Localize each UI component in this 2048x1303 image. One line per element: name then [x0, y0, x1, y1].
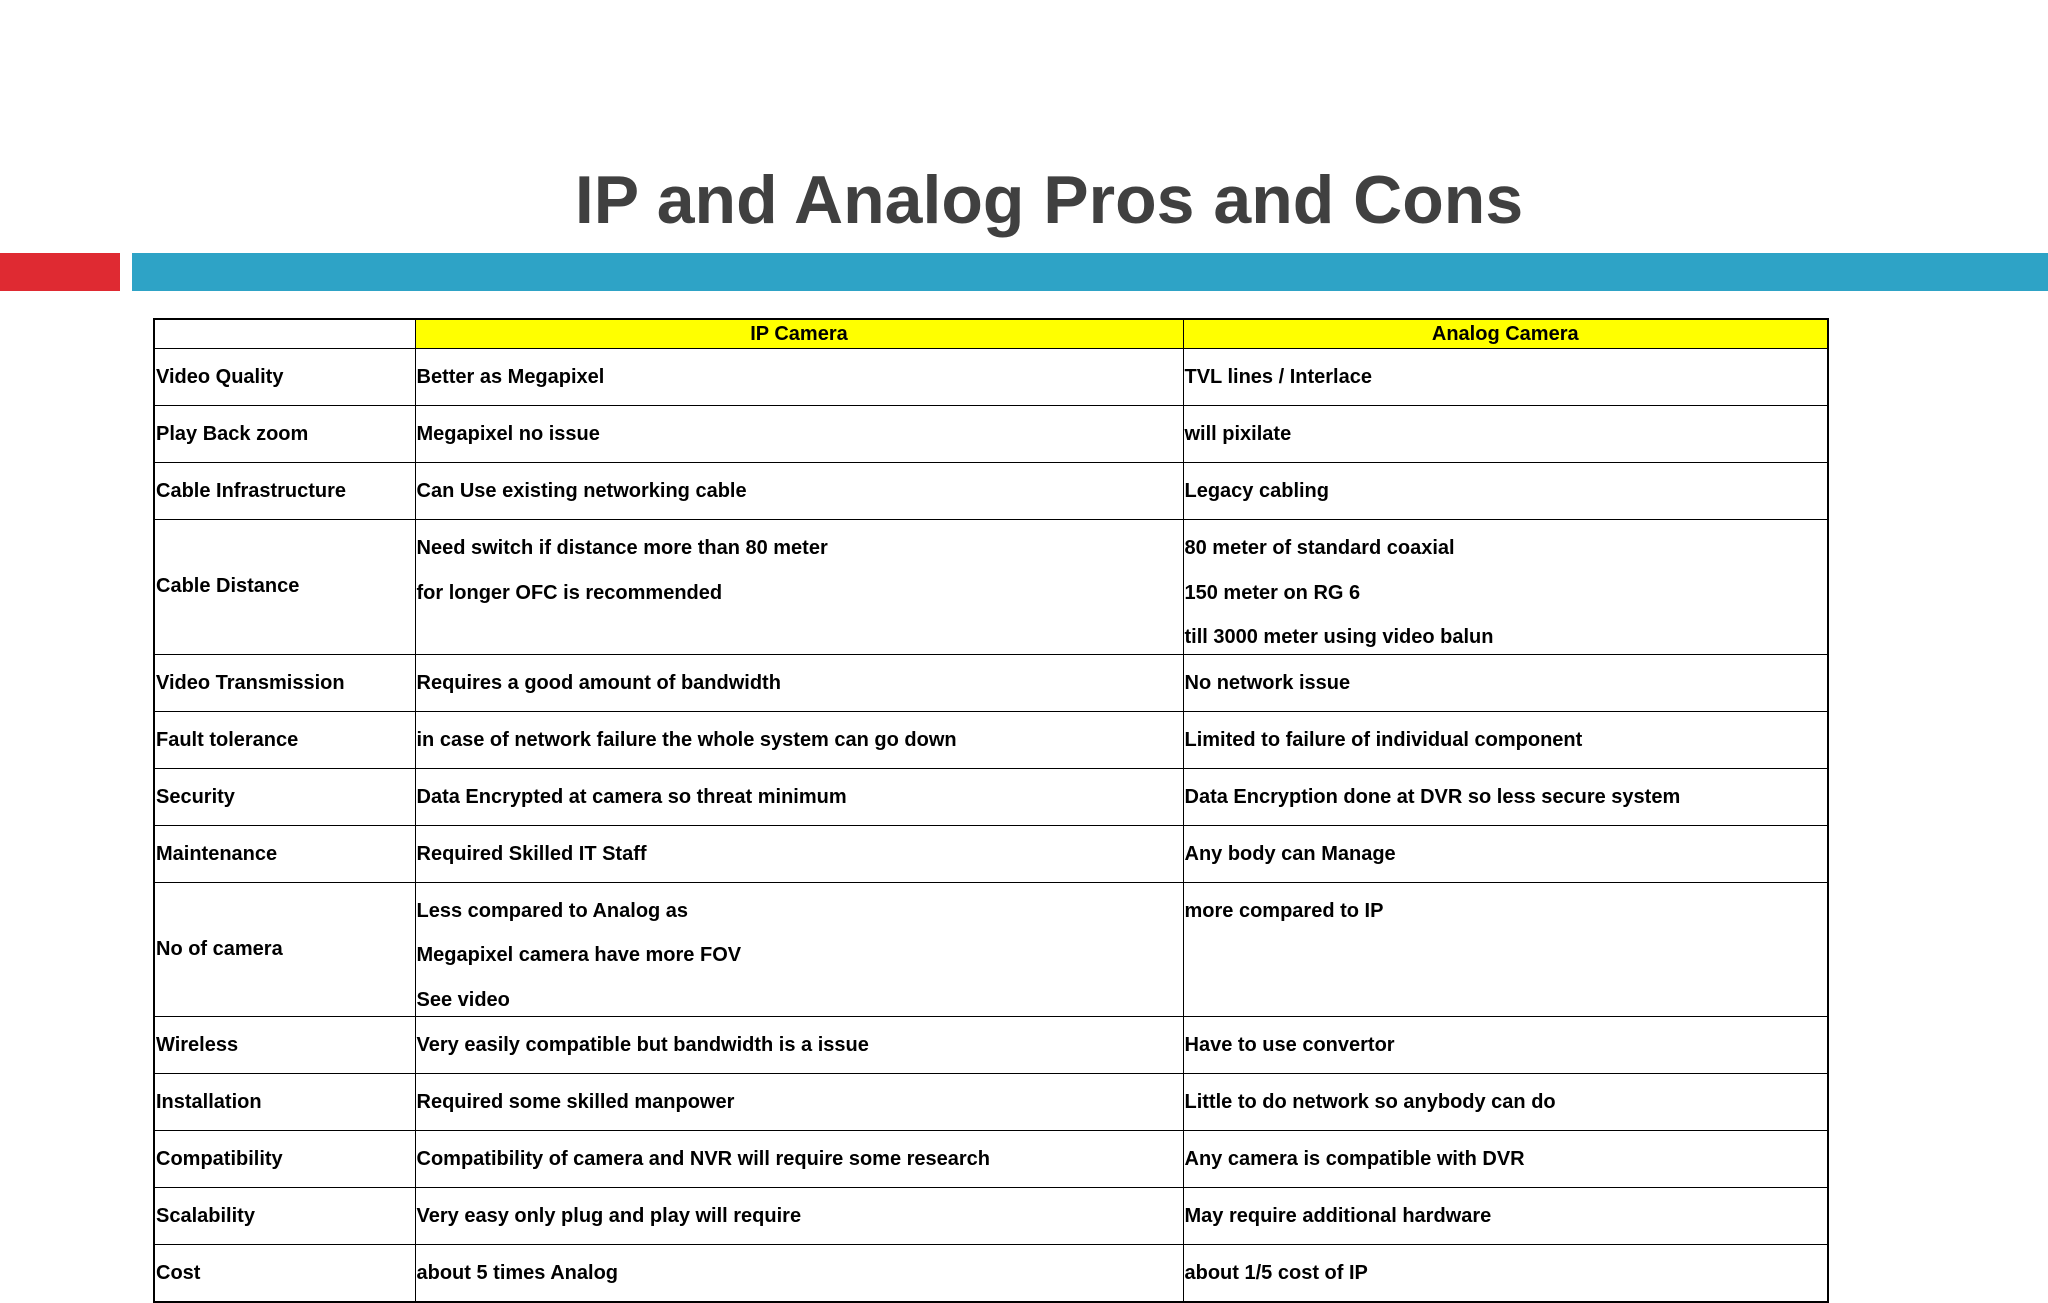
feature-cell: Video Quality — [154, 349, 415, 406]
table-header — [154, 319, 1828, 349]
ip-camera-cell: about 5 times Analog — [415, 1245, 1183, 1303]
analog-camera-cell: Legacy cabling — [1183, 463, 1828, 520]
ip-camera-cell: Requires a good amount of bandwidth — [415, 654, 1183, 711]
feature-cell: Compatibility — [154, 1131, 415, 1188]
ip-camera-cell: Better as Megapixel — [415, 349, 1183, 406]
accent-bar-blue — [132, 253, 2048, 291]
feature-cell: Maintenance — [154, 825, 415, 882]
analog-camera-cell: about 1/5 cost of IP — [1183, 1245, 1828, 1303]
feature-cell: Cable Distance — [154, 520, 415, 655]
table-row — [154, 406, 1828, 463]
table-row — [154, 1074, 1828, 1131]
cell-line: Less compared to Analog as — [416, 899, 689, 922]
table-row — [154, 768, 1828, 825]
feature-cell: Cable Infrastructure — [154, 463, 415, 520]
feature-cell: No of camera — [154, 882, 415, 1017]
comparison-table — [153, 318, 1829, 1303]
header-row — [154, 319, 1828, 349]
table-row — [154, 1245, 1828, 1303]
ip-camera-cell: Required some skilled manpower — [415, 1074, 1183, 1131]
table-row — [154, 1017, 1828, 1074]
header-cell-blank — [154, 319, 415, 349]
ip-camera-cell: Can Use existing networking cable — [415, 463, 1183, 520]
analog-camera-cell: Any body can Manage — [1183, 825, 1828, 882]
feature-cell: Installation — [154, 1074, 415, 1131]
analog-camera-cell — [1183, 520, 1828, 655]
ip-camera-cell: in case of network failure the whole system can go down — [415, 711, 1183, 768]
analog-camera-cell: Have to use convertor — [1183, 1017, 1828, 1074]
cell-line: Megapixel camera have more FOV — [416, 944, 742, 966]
cell-line: till 3000 meter using video balun — [1184, 626, 1494, 648]
table-row — [154, 349, 1828, 406]
table-row — [154, 463, 1828, 520]
accent-bar-red — [0, 253, 120, 291]
ip-camera-cell: Very easily compatible but bandwidth is a issue — [415, 1017, 1183, 1074]
cell-line: 150 meter on RG 6 — [1184, 581, 1361, 604]
cell-line: 80 meter of standard coaxial — [1184, 537, 1455, 559]
feature-cell: Scalability — [154, 1188, 415, 1245]
ip-camera-cell: Megapixel no issue — [415, 406, 1183, 463]
ip-camera-cell: Compatibility of camera and NVR will require some research — [415, 1131, 1183, 1188]
analog-camera-cell: will pixilate — [1183, 406, 1828, 463]
analog-camera-cell: May require additional hardware — [1183, 1188, 1828, 1245]
ip-camera-cell — [415, 882, 1183, 1017]
header-cell-analog-camera: Analog Camera — [1183, 319, 1828, 349]
table-row — [154, 711, 1828, 768]
analog-camera-cell: TVL lines / Interlace — [1183, 349, 1828, 406]
feature-cell: Wireless — [154, 1017, 415, 1074]
ip-camera-cell: Data Encrypted at camera so threat minimum — [415, 768, 1183, 825]
cell-line: Need switch if distance more than 80 meter — [416, 537, 828, 559]
ip-camera-cell — [415, 520, 1183, 655]
table-row — [154, 1131, 1828, 1188]
analog-camera-cell: Little to do network so anybody can do — [1183, 1074, 1828, 1131]
table-row — [154, 1188, 1828, 1245]
cell-line: more compared to IP — [1184, 899, 1384, 922]
feature-cell: Play Back zoom — [154, 406, 415, 463]
feature-cell: Fault tolerance — [154, 711, 415, 768]
ip-camera-cell: Required Skilled IT Staff — [415, 825, 1183, 882]
analog-camera-cell: Any camera is compatible with DVR — [1183, 1131, 1828, 1188]
analog-camera-cell — [1183, 882, 1828, 1017]
feature-cell: Video Transmission — [154, 654, 415, 711]
analog-camera-cell: Limited to failure of individual component — [1183, 711, 1828, 768]
slide-title: IP and Analog Pros and Cons — [574, 162, 1524, 238]
table-row — [154, 882, 1828, 1017]
table-row — [154, 825, 1828, 882]
table-row — [154, 520, 1828, 655]
ip-camera-cell: Very easy only plug and play will require — [415, 1188, 1183, 1245]
table-body — [154, 349, 1828, 1303]
analog-camera-cell: Data Encryption done at DVR so less secure system — [1183, 768, 1828, 825]
analog-camera-cell: No network issue — [1183, 654, 1828, 711]
feature-cell: Cost — [154, 1245, 415, 1303]
cell-line: See video — [416, 988, 510, 1011]
table-row — [154, 654, 1828, 711]
feature-cell: Security — [154, 768, 415, 825]
cell-line: for longer OFC is recommended — [416, 581, 723, 604]
header-cell-ip-camera: IP Camera — [415, 319, 1183, 349]
